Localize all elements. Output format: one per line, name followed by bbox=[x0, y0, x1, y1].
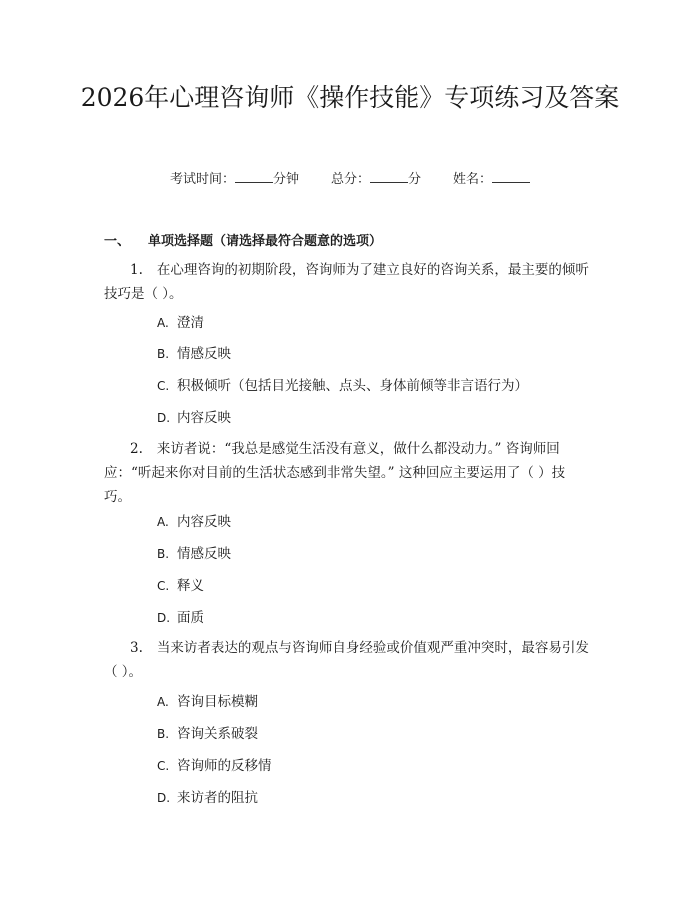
option-text: 内容反映 bbox=[177, 410, 231, 426]
option-text: 咨询师的反移情 bbox=[177, 758, 272, 774]
option-letter: C. bbox=[157, 379, 170, 393]
option-text: 情感反映 bbox=[177, 346, 231, 362]
section-number: 一、 bbox=[104, 234, 131, 249]
option-letter: C. bbox=[157, 579, 170, 593]
option-letter: D. bbox=[157, 611, 171, 625]
name-blank bbox=[492, 170, 530, 183]
question-3-option-a bbox=[157, 692, 258, 712]
question-1-line-1 bbox=[104, 258, 604, 282]
option-letter: D. bbox=[157, 411, 171, 425]
question-1-option-b bbox=[157, 344, 231, 364]
question-3-number: 3. bbox=[130, 640, 143, 656]
name-label: 姓名： bbox=[453, 172, 493, 187]
section-heading bbox=[104, 230, 382, 249]
option-letter: B. bbox=[157, 347, 170, 361]
question-1 bbox=[104, 258, 604, 306]
question-3-option-b bbox=[157, 724, 258, 744]
name-field bbox=[453, 168, 530, 187]
option-letter: A. bbox=[157, 316, 169, 330]
total-score-blank bbox=[370, 170, 408, 183]
question-2 bbox=[104, 437, 604, 509]
question-2-option-b bbox=[157, 544, 231, 564]
option-text: 情感反映 bbox=[177, 546, 231, 562]
question-3 bbox=[104, 636, 604, 684]
question-1-number: 1. bbox=[130, 262, 143, 278]
question-3-line-2: （ ）。 bbox=[104, 664, 143, 680]
question-1-option-d bbox=[157, 408, 231, 428]
option-text: 咨询关系破裂 bbox=[177, 726, 258, 742]
question-2-line-3: 巧。 bbox=[104, 489, 131, 505]
question-3-option-c bbox=[157, 756, 272, 776]
option-letter: C. bbox=[157, 759, 170, 773]
total-score-unit: 分 bbox=[408, 172, 422, 187]
question-1-option-c bbox=[157, 376, 528, 396]
option-text: 面质 bbox=[177, 610, 204, 626]
question-3-option-d bbox=[157, 788, 258, 808]
option-letter: A. bbox=[157, 695, 169, 709]
question-2-option-c bbox=[157, 576, 204, 596]
question-3-text-1: 当来访者表达的观点与咨询师自身经验或价值观严重冲突时，最容易引发 bbox=[156, 640, 589, 656]
question-2-line-1 bbox=[104, 437, 604, 461]
option-text: 咨询目标模糊 bbox=[177, 694, 258, 710]
question-3-line-1 bbox=[104, 636, 604, 660]
option-letter: B. bbox=[157, 547, 170, 561]
question-2-number: 2. bbox=[130, 441, 143, 457]
question-2-text-1: 来访者说：“我总是感觉生活没有意义，做什么都没动力。” 咨询师回 bbox=[156, 441, 560, 457]
page-title: 2026年心理咨询师《操作技能》专项练习及答案 bbox=[80, 83, 620, 112]
option-text: 澄清 bbox=[177, 315, 204, 331]
question-2-option-d bbox=[157, 608, 204, 628]
exam-info-row bbox=[0, 168, 700, 187]
exam-time-field bbox=[170, 168, 299, 187]
section-label: 单项选择题（请选择最符合题意的选项） bbox=[148, 234, 383, 249]
option-letter: D. bbox=[157, 791, 171, 805]
question-1-line-2: 技巧是（ ）。 bbox=[104, 286, 183, 302]
option-text: 内容反映 bbox=[177, 514, 231, 530]
option-text: 来访者的阻抗 bbox=[177, 790, 258, 806]
question-2-line-2: 应：“听起来你对目前的生活状态感到非常失望。” 这种回应主要运用了（ ）技 bbox=[104, 465, 566, 481]
option-letter: A. bbox=[157, 515, 169, 529]
exam-time-blank bbox=[235, 170, 273, 183]
exam-time-unit: 分钟 bbox=[272, 172, 299, 187]
question-2-option-a bbox=[157, 512, 231, 532]
question-1-option-a bbox=[157, 313, 204, 333]
option-text: 积极倾听（包括目光接触、点头、身体前倾等非言语行为） bbox=[177, 378, 528, 394]
question-1-text-1: 在心理咨询的初期阶段，咨询师为了建立良好的咨询关系，最主要的倾听 bbox=[156, 262, 589, 278]
total-score-label: 总分： bbox=[330, 172, 370, 187]
option-text: 释义 bbox=[177, 578, 204, 594]
total-score-field bbox=[331, 168, 421, 187]
option-letter: B. bbox=[157, 727, 170, 741]
exam-time-label: 考试时间： bbox=[169, 172, 235, 187]
